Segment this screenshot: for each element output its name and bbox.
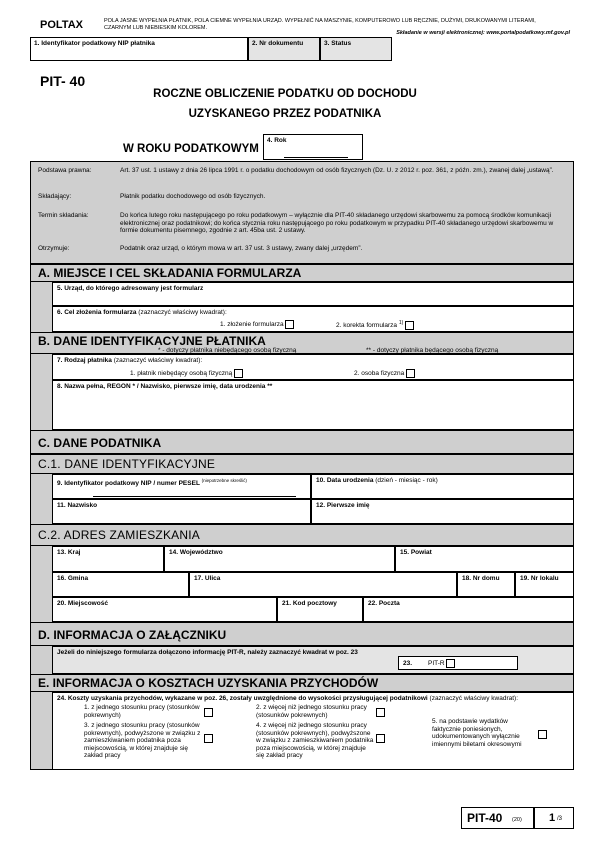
house-number-field[interactable] [457,572,515,597]
status-label: 3. Status [324,40,352,47]
costs-option-1-label: 1. z jednego stosunku pracy (stosunków pokrewnych) [84,704,200,719]
country-label: 13. Kraj [57,549,81,556]
costs-option-4[interactable] [256,722,426,760]
payer-type-label: 7. Rodzaj płatnika [57,357,112,364]
payer-type-entity-checkbox[interactable] [234,369,243,378]
pit-r-checkbox[interactable] [446,659,455,668]
footer-form-code-box [461,807,534,829]
apartment-number-field[interactable] [515,572,574,597]
costs-option-2-checkbox[interactable] [376,708,385,717]
footer-page-number: 1 [549,812,556,824]
payer-name-label: 8. Nazwa pełna, REGON * / Nazwisko, pierwsze imię, data urodzenia ** [57,383,273,390]
tax-office-field[interactable] [52,282,574,306]
income-costs-label: 24. Koszty uzyskania przychodów, wykazane w poz. 26, zostały uwzględnione do wysokości przysługującej podatnikowi [57,695,428,702]
commune-field[interactable] [52,572,189,597]
city-field[interactable] [52,597,277,622]
costs-option-3[interactable] [84,722,244,760]
payer-type-entity-label: 1. płatnik niebędący osobą fizyczną [130,370,233,378]
voivodeship-label: 14. Województwo [169,549,223,556]
natural-person-note: ** - dotyczy płatnika będącego osobą fizyczną [366,347,499,354]
costs-option-5-label: 5. na podstawie wydatków faktycznie poniesionych, udokumentowanych wyłącznie imiennymi biletami okresowymi [432,718,522,748]
payer-type-option-entity[interactable] [130,369,243,378]
first-name-label: 12. Pierwsze imię [316,502,370,509]
form-purpose-label: 6. Cel złożenia formularza [57,309,137,316]
document-number-field [248,37,320,61]
payer-nip-label: 1. Identyfikator podatkowy NIP płatnika [34,40,155,47]
post-office-field[interactable] [363,597,574,622]
header-instructions: POLA JASNE WYPEŁNIA PŁATNIK, POLA CIEMNE WYPEŁNIA URZĄD. WYPEŁNIĆ NA MASZYNIE, KOMPUTEROWO LUB RĘCZNIE, DUŻYMI, DRUKOWANYMI LITERAMI, CZARNYM LUB NIEBIESKIM KOLOREM. [104,18,536,31]
costs-option-2-label: 2. z więcej niż jednego stosunku pracy (stosunków pokrewnych) [256,704,367,719]
street-field[interactable] [189,572,457,597]
taxpayer-nip-pesel-ticks [93,492,296,497]
payer-name-field[interactable] [52,380,574,430]
taxpayer-nip-pesel-label: 9. Identyfikator podatkowy NIP / numer PESEL [57,480,200,488]
section-d-margin [30,646,52,674]
costs-option-2[interactable] [256,704,426,719]
recipient-text: Podatnik oraz urząd, o którym mowa w art. 37 ust. 3 ustawy, zwany dalej „urzędem”. [120,245,363,252]
voivodeship-field[interactable] [164,546,395,572]
section-b-margin [30,354,52,430]
payer-type-person-checkbox[interactable] [406,369,415,378]
costs-option-5-checkbox[interactable] [538,730,547,739]
surname-field[interactable] [52,499,311,524]
footer-form-version: (20) [512,817,522,823]
form-purpose-note: (zaznaczyć właściwy kwadrat): [138,309,227,316]
costs-option-5[interactable] [432,718,570,748]
apartment-number-label: 19. Nr lokalu [520,575,559,582]
pit-r-box[interactable] [398,656,518,670]
legal-basis-label: Podstawa prawna: [38,167,92,174]
tax-year-label: W ROKU PODATKOWYM [123,143,259,155]
income-costs-note: (zaznaczyć właściwy kwadrat): [429,695,519,702]
purpose-option-submission[interactable] [220,320,294,329]
section-d-title: D. INFORMACJA O ZAŁĄCZNIKU [38,628,227,642]
purpose-option-correction-label: 2. korekta formularza [336,322,398,330]
document-number-label: 2. Nr dokumentu [252,40,304,47]
submitter-label: Składający: [38,193,72,200]
section-c2-margin [30,546,52,622]
costs-option-1[interactable] [84,704,244,719]
costs-option-3-checkbox[interactable] [204,734,213,743]
birth-date-note: (dzień - miesiąc - rok) [375,477,438,484]
purpose-correction-checkbox[interactable] [405,321,414,330]
electronic-filing-note: Składanie w wersji elektronicznej: www.portalpodatkowy.mf.gov.pl [396,30,570,36]
costs-option-4-label: 4. z więcej niż jednego stosunku pracy (stosunków pokrewnych), podwyższone w związku z zamieszkiwaniem podatnika poza miejscowością, w której znajduje się zakład pracy [256,722,374,759]
status-field [320,37,392,61]
commune-label: 16. Gmina [57,575,89,582]
form-purpose-field [52,306,574,332]
non-natural-person-note: * - dotyczy płatnika niebędącego osobą fizyczną [158,347,297,354]
tax-office-label: 5. Urząd, do którego adresowany jest formularz [57,285,204,292]
tax-year-field-label: 4. Rok [267,137,287,144]
surname-label: 11. Nazwisko [57,502,98,509]
form-code: PIT- 40 [40,73,86,89]
pit-r-option[interactable] [428,659,455,668]
taxpayer-nip-pesel-note: (niepotrzebne skreślić) [201,478,247,483]
brand-label: POLTAX [40,19,83,31]
costs-option-1-checkbox[interactable] [204,708,213,717]
section-e-margin [30,692,52,770]
birth-date-label: 10. Data urodzenia [316,477,374,484]
payer-nip-ticks [39,56,187,61]
tax-year-ticks [284,153,348,158]
section-c1-title: C.1. DANE IDENTYFIKACYJNE [38,457,216,471]
attachment-info-text: Jeżeli do niniejszego formularza dołączono informację PIT-R, należy zaznaczyć kwadrat w poz. 23 [57,649,358,656]
house-number-label: 18. Nr domu [462,575,500,582]
correction-footnote: 1) [398,320,404,326]
purpose-submission-checkbox[interactable] [285,320,294,329]
footer-page-total: /3 [557,816,563,822]
tax-year-field[interactable] [263,134,363,160]
payer-nip-field[interactable] [30,37,248,61]
payer-type-option-person[interactable] [354,369,415,378]
country-field[interactable] [52,546,164,572]
county-field[interactable] [395,546,574,572]
postal-code-label: 21. Kod pocztowy [282,600,337,607]
pit-r-option-label: PIT-R [428,660,445,668]
taxpayer-nip-pesel-field[interactable] [52,474,311,499]
submitter-text: Płatnik podatku dochodowego od osób fizycznych. [120,193,266,200]
footer-form-code: PIT-40 [467,811,503,825]
form-title-line1: ROCZNE OBLICZENIE PODATKU OD DOCHODU [153,88,417,100]
section-a-title: A. MIEJSCE I CEL SKŁADANIA FORMULARZA [38,266,302,280]
pit-r-field-number: 23. [403,660,413,667]
recipient-label: Otrzymuje: [38,245,70,252]
section-c2-title: C.2. ADRES ZAMIESZKANIA [38,528,200,542]
street-label: 17. Ulica [194,575,221,582]
purpose-option-correction[interactable] [336,320,414,330]
section-c1-margin [30,474,52,524]
county-label: 15. Powiat [400,549,432,556]
deadline-label: Termin składania: [38,212,89,219]
payer-type-note: (zaznaczyć właściwy kwadrat): [113,357,203,364]
form-title-line2: UZYSKANEGO PRZEZ PODATNIKA [188,108,382,120]
footer-page-box [534,807,574,829]
postal-code-field[interactable] [277,597,363,622]
post-office-label: 22. Poczta [368,600,400,607]
section-a-margin [30,282,52,332]
payer-type-person-label: 2. osoba fizyczna [354,370,405,378]
deadline-text: Do końca lutego roku następującego po roku podatkowym – wyłącznie dla PIT-40 składanego urzędowi skarbowemu za pomocą środków komunikacji elektronicznej oraz podatnikowi; do końca stycznia roku następującego po roku podatkowym w przypadku PIT-40 składanego urzędowi skarbowemu w formie dokumentu pisemnego, zgodnie z art. 45ba ust. 2 ustawy. [120,212,554,234]
costs-option-3-label: 3. z jednego stosunku pracy (stosunków pokrewnych), podwyższone w związku z zamieszkiwaniem podatnika poza miejscowością, w której znajduje się zakład pracy [84,722,201,759]
section-e-title: E. INFORMACJA O KOSZTACH UZYSKANIA PRZYCHODÓW [38,676,379,690]
birth-date-field[interactable] [311,474,574,499]
legal-basis-text: Art. 37 ust. 1 ustawy z dnia 26 lipca 1991 r. o podatku dochodowym od osób fizycznych (Dz. U. z 2012 r. poz. 361, z późn. zm.), zwanej dalej „ustawą”. [120,167,554,174]
first-name-field[interactable] [311,499,574,524]
costs-option-4-checkbox[interactable] [376,734,385,743]
city-label: 20. Miejscowość [57,600,108,607]
section-b-title: B. DANE IDENTYFIKACYJNE PŁATNIKA [38,334,266,348]
section-c-title: C. DANE PODATNIKA [38,436,162,450]
purpose-option-submission-label: 1. złożenie formularza [220,321,284,329]
